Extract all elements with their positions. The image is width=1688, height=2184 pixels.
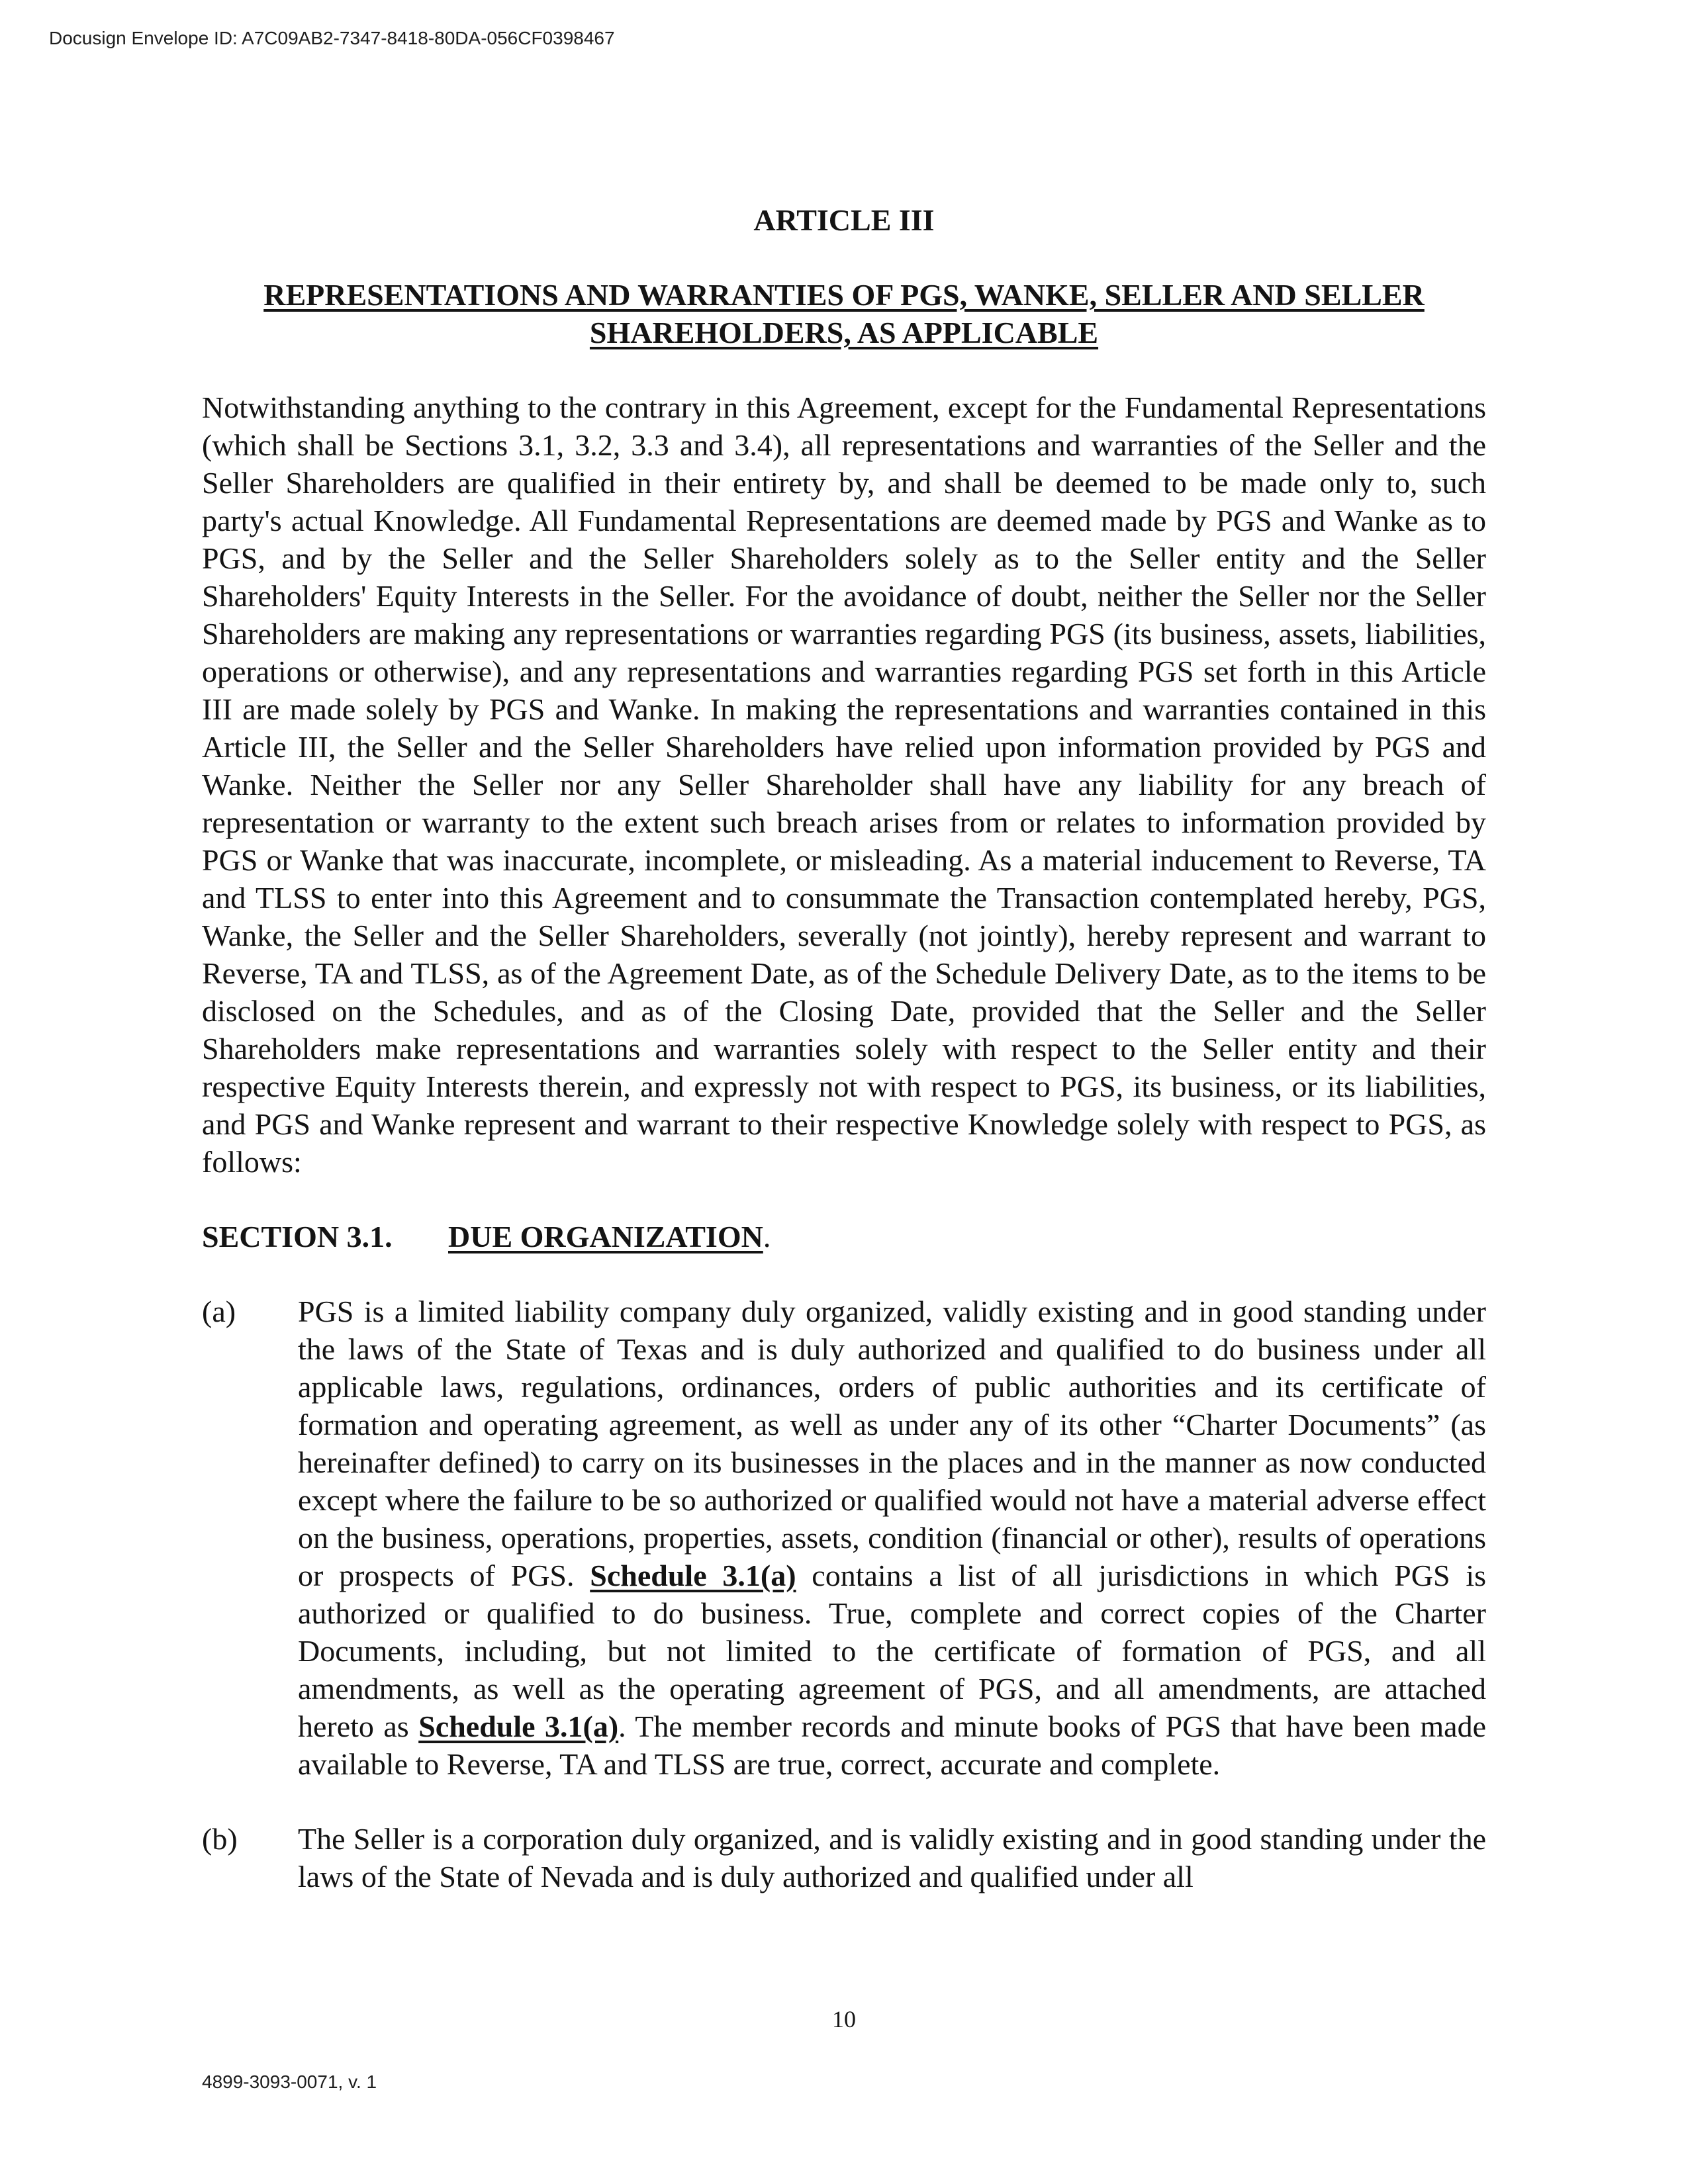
subsection-a-label: (a) xyxy=(202,1295,236,1328)
subsection-a xyxy=(202,1293,1486,1783)
subsection-b xyxy=(202,1820,1486,1895)
section-title: DUE ORGANIZATION xyxy=(448,1220,763,1253)
section-title-period: . xyxy=(763,1220,771,1253)
article-preamble: Notwithstanding anything to the contrary in this Agreement, except for the Fundamental Representations (which shall be Sections 3.1, 3.2, 3.3 and 3.4), all representations and warranties of the Seller and the Seller Shareholders are qualified in their entirety by, and shall be deemed to be made only to, such party's actual Knowledge. All Fundamental Representations are deemed made by PGS and Wanke as to PGS, and by the Seller and the Seller Shareholders solely as to the Seller entity and the Seller Shareholders' Equity Interests in the Seller. For the avoidance of doubt, neither the Seller nor the Seller Shareholders are making any representations or warranties regarding PGS (its business, assets, liabilities, operations or otherwise), and any representations and warranties regarding PGS set forth in this Article III are made solely by PGS and Wanke. In making the representations and warranties contained in this Article III, the Seller and the Seller Shareholders have relied upon information provided by PGS and Wanke. Neither the Seller nor any Seller Shareholder shall have any liability for any breach of representation or warranty to the extent such breach arises from or relates to information provided by PGS or Wanke that was inaccurate, incomplete, or misleading. As a material inducement to Reverse, TA and TLSS to enter into this Agreement and to consummate the Transaction contemplated hereby, PGS, Wanke, the Seller and the Seller Shareholders, severally (not jointly), hereby represent and warrant to Reverse, TA and TLSS, as of the Agreement Date, as of the Schedule Delivery Date, as to the items to be disclosed on the Schedules, and as of the Closing Date, provided that the Seller and the Seller Shareholders make representations and warranties solely with respect to the Seller entity and their respective Equity Interests therein, and expressly not with respect to PGS, its business, or its liabilities, and PGS and Wanke represent and warrant to their respective Knowledge solely with respect to PGS, as follows: xyxy=(202,390,1486,1179)
document-body xyxy=(202,193,1486,1933)
schedule-reference-1: Schedule 3.1(a) xyxy=(590,1559,796,1592)
article-heading-line-1: REPRESENTATIONS AND WARRANTIES OF PGS, WANKE, SELLER AND SELLER xyxy=(263,278,1425,312)
article-title: ARTICLE III xyxy=(753,203,935,237)
article-heading xyxy=(202,276,1486,351)
page-number: 10 xyxy=(832,2006,856,2032)
subsection-a-text-part-2: contains a list of all jurisdictions in which PGS is authorized or qualified to do business. True, complete and correct copies of the Charter Documents, including, but not limited to the certificate of formation of PGS, and all amendments, as well as the operating agreement of PGS, and all amendments, are attached hereto as xyxy=(298,1559,1486,1743)
subsection-a-text-part-1: PGS is a limited liability company duly organized, validly existing and in good standing under the laws of the State of Texas and is duly authorized and qualified to do business under all applicable laws, regulations, ordinances, orders of public authorities and its certificate of formation and operating agreement, as well as under any of its other “Charter Documents” (as hereinafter defined) to carry on its businesses in the places and in the manner as now conducted except where the failure to be so authorized or qualified would not have a material adverse effect on the business, operations, properties, assets, condition (financial or other), results of operations or prospects of PGS. xyxy=(298,1295,1486,1592)
document-id-footer: 4899-3093-0071, v. 1 xyxy=(202,2071,377,2092)
article-heading-line-2: SHAREHOLDERS, AS APPLICABLE xyxy=(589,316,1099,349)
subsection-b-text: The Seller is a corporation duly organized, and is validly existing and in good standing under the laws of the State of Nevada and is duly authorized and qualified under all xyxy=(298,1822,1486,1893)
docusign-envelope-id: Docusign Envelope ID: A7C09AB2-7347-8418-80DA-056CF0398467 xyxy=(49,28,615,48)
section-heading xyxy=(202,1218,1486,1255)
subsection-a-text-part-3: . The member records and minute books of PGS that have been made available to Reverse, TA and TLSS are true, correct, accurate and complete. xyxy=(298,1709,1487,1781)
section-number: SECTION 3.1. xyxy=(202,1220,393,1253)
schedule-reference-2: Schedule 3.1(a) xyxy=(418,1709,619,1743)
subsection-b-label: (b) xyxy=(202,1822,238,1856)
